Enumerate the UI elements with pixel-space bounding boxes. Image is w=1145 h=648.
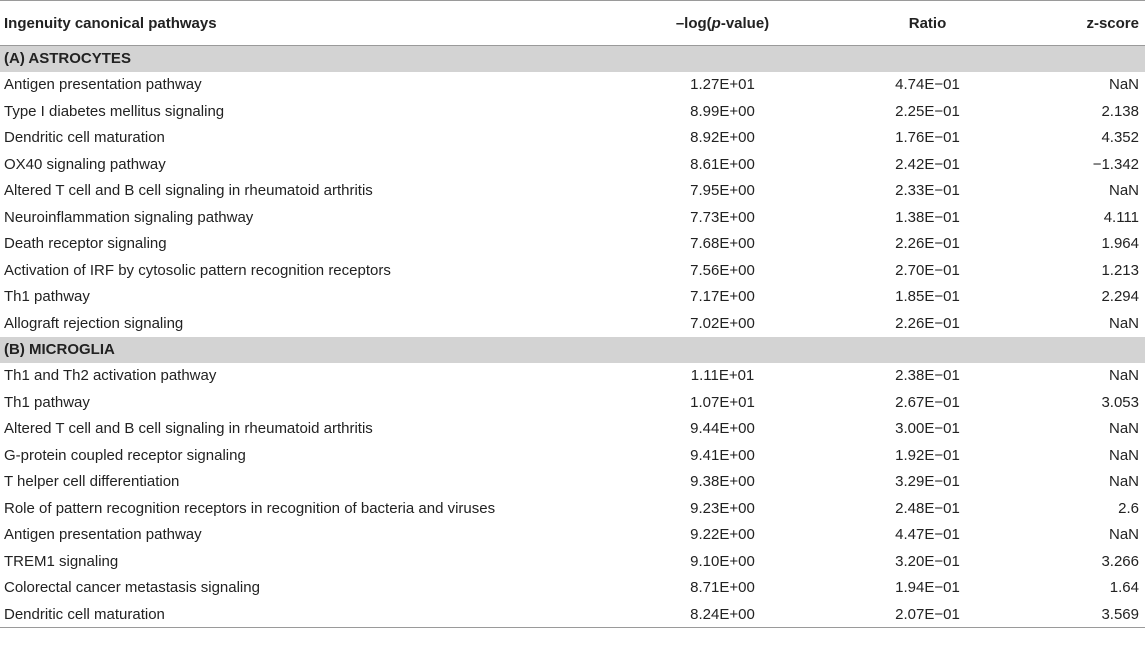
cell-logp: 8.92E+00: [690, 129, 755, 147]
cell-pathway: Antigen presentation pathway: [4, 526, 202, 544]
cell-zscore: NaN: [1108, 367, 1139, 385]
table-body: [0, 46, 1145, 628]
cell-zscore: 1.964: [1101, 235, 1139, 253]
table-row: [0, 204, 1145, 231]
section-row: [0, 46, 1145, 72]
cell-pathway: Th1 pathway: [4, 393, 90, 411]
cell-pathway: T helper cell differentiation: [4, 473, 180, 491]
cell-pathway: Type I diabetes mellitus signaling: [4, 102, 225, 120]
cell-pathway: Role of pattern recognition receptors in recognition of bacteria and viruses: [4, 499, 496, 517]
table-row: [0, 601, 1145, 628]
table-header: [0, 1, 1145, 46]
cell-ratio: 1.92E−01: [895, 446, 960, 464]
table-row: [0, 469, 1145, 496]
table-row: [0, 231, 1145, 258]
cell-pathway: Th1 and Th2 activation pathway: [4, 367, 217, 385]
cell-logp: 1.27E+01: [690, 76, 755, 94]
cell-zscore: 3.569: [1010, 601, 1145, 628]
cell-zscore: 4.111: [1103, 208, 1139, 226]
section-row: [0, 337, 1145, 363]
cell-pathway: Dendritic cell maturation: [4, 129, 165, 147]
cell-ratio: 4.47E−01: [895, 526, 960, 544]
cell-logp: 8.99E+00: [690, 102, 755, 120]
cell-logp: 9.23E+00: [690, 499, 755, 517]
cell-ratio: 2.07E−01: [845, 601, 1010, 628]
cell-zscore: −1.342: [1092, 155, 1139, 173]
cell-logp: 8.24E+00: [600, 601, 845, 628]
cell-zscore: NaN: [1108, 526, 1139, 544]
cell-logp: 1.07E+01: [690, 393, 755, 411]
cell-logp: 9.22E+00: [690, 526, 755, 544]
cell-pathway: Antigen presentation pathway: [4, 76, 202, 94]
cell-logp: 9.44E+00: [690, 420, 755, 438]
cell-zscore: 2.294: [1101, 288, 1139, 306]
cell-ratio: 1.94E−01: [895, 579, 960, 597]
header-pathway: Ingenuity canonical pathways: [0, 1, 600, 46]
table-row: [0, 151, 1145, 178]
cell-zscore: NaN: [1108, 446, 1139, 464]
cell-ratio: 2.70E−01: [895, 261, 960, 279]
table-row: [0, 495, 1145, 522]
cell-zscore: 1.64: [1109, 579, 1139, 597]
table-row: [0, 416, 1145, 443]
cell-pathway: Death receptor signaling: [4, 235, 167, 253]
table-row: [0, 72, 1145, 99]
table-row: [0, 125, 1145, 152]
cell-zscore: NaN: [1108, 76, 1139, 94]
cell-ratio: 1.76E−01: [895, 129, 960, 147]
cell-logp: 7.68E+00: [690, 235, 755, 253]
cell-ratio: 1.38E−01: [895, 208, 960, 226]
cell-zscore: NaN: [1108, 182, 1139, 200]
table-row: [0, 178, 1145, 205]
cell-logp: 7.17E+00: [690, 288, 755, 306]
table-row: [0, 310, 1145, 337]
cell-logp: 8.71E+00: [690, 579, 755, 597]
cell-pathway: G-protein coupled receptor signaling: [4, 446, 246, 464]
cell-pathway: Colorectal cancer metastasis signaling: [4, 579, 260, 597]
cell-logp: 7.95E+00: [690, 182, 755, 200]
cell-ratio: 1.85E−01: [895, 288, 960, 306]
table-row: [0, 257, 1145, 284]
cell-logp: 8.61E+00: [690, 155, 755, 173]
cell-ratio: 3.00E−01: [895, 420, 960, 438]
cell-zscore: 2.6: [1118, 499, 1139, 517]
header-ratio: Ratio: [845, 1, 1010, 46]
table-row: [0, 548, 1145, 575]
cell-ratio: 2.67E−01: [895, 393, 960, 411]
cell-ratio: 3.20E−01: [895, 552, 960, 570]
table-row: [0, 284, 1145, 311]
cell-zscore: NaN: [1108, 314, 1139, 332]
cell-logp: 7.56E+00: [690, 261, 755, 279]
cell-pathway: OX40 signaling pathway: [4, 155, 166, 173]
cell-zscore: 2.138: [1101, 102, 1139, 120]
cell-logp: 9.38E+00: [690, 473, 755, 491]
cell-pathway: TREM1 signaling: [4, 552, 119, 570]
header-logp-suffix: -value): [720, 14, 770, 32]
header-logp: [600, 1, 845, 46]
cell-zscore: NaN: [1108, 420, 1139, 438]
header-logp-italic: p: [711, 14, 721, 32]
table-row: [0, 389, 1145, 416]
cell-logp: 9.10E+00: [690, 552, 755, 570]
cell-ratio: 2.26E−01: [895, 314, 960, 332]
cell-zscore: 3.053: [1101, 393, 1139, 411]
cell-ratio: 2.42E−01: [895, 155, 960, 173]
table-row: [0, 575, 1145, 602]
cell-logp: 9.41E+00: [690, 446, 755, 464]
cell-zscore: 3.266: [1101, 552, 1139, 570]
section-title: (B) MICROGLIA: [0, 337, 1145, 363]
cell-ratio: 3.29E−01: [895, 473, 960, 491]
cell-zscore: 1.213: [1101, 261, 1139, 279]
cell-ratio: 2.26E−01: [895, 235, 960, 253]
cell-pathway: Altered T cell and B cell signaling in rheumatoid arthritis: [4, 420, 373, 438]
cell-pathway: Neuroinflammation signaling pathway: [4, 208, 254, 226]
header-zscore: z-score: [1010, 1, 1145, 46]
cell-pathway: Allograft rejection signaling: [4, 314, 184, 332]
cell-logp: 1.11E+01: [690, 367, 755, 385]
table-row: [0, 522, 1145, 549]
cell-pathway: Dendritic cell maturation: [0, 601, 600, 628]
section-title: (A) ASTROCYTES: [0, 46, 1145, 72]
cell-ratio: 2.33E−01: [895, 182, 960, 200]
header-logp-prefix: –log(: [675, 14, 712, 32]
cell-ratio: 4.74E−01: [895, 76, 960, 94]
cell-pathway: Th1 pathway: [4, 288, 90, 306]
table-row: [0, 363, 1145, 390]
table-row: [0, 442, 1145, 469]
cell-ratio: 2.25E−01: [895, 102, 960, 120]
cell-logp: 7.73E+00: [690, 208, 755, 226]
cell-pathway: Altered T cell and B cell signaling in rheumatoid arthritis: [4, 182, 373, 200]
cell-logp: 7.02E+00: [690, 314, 755, 332]
cell-zscore: 4.352: [1101, 129, 1139, 147]
cell-zscore: NaN: [1108, 473, 1139, 491]
table-row: [0, 98, 1145, 125]
cell-ratio: 2.38E−01: [895, 367, 960, 385]
header-row: [0, 1, 1145, 46]
cell-ratio: 2.48E−01: [895, 499, 960, 517]
cell-pathway: Activation of IRF by cytosolic pattern recognition receptors: [4, 261, 391, 279]
